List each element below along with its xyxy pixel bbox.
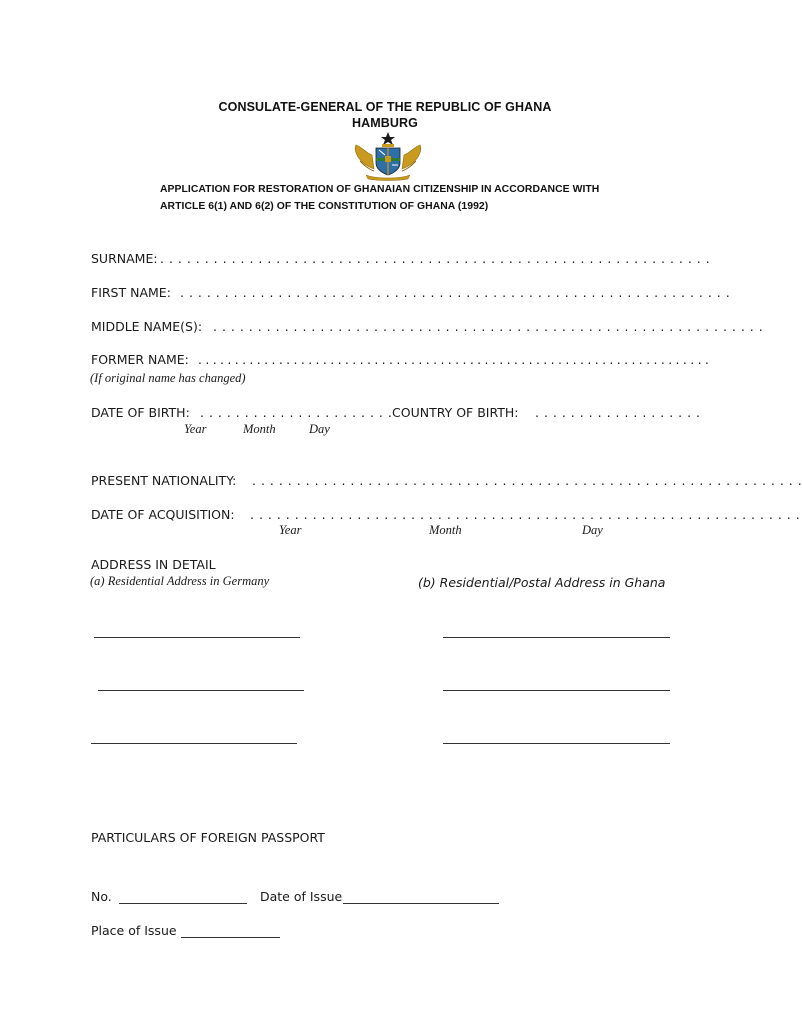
middle-names-field[interactable]: . . . . . . . . . . . . . . . . . . . . . . . . . . . . . . . . . . . . . . . . . . . . . . . . . . . . . . . . . . . . . . [213, 319, 764, 334]
date-of-acquisition-field[interactable]: . . . . . . . . . . . . . . . . . . . . . . . . . . . . . . . . . . . . . . . . . . . . . . . . . . . . . . . . . . . . . . [250, 507, 801, 522]
passport-no-label: No. [91, 889, 112, 904]
germany-address-line-1[interactable] [94, 637, 300, 638]
ghana-address-line-3[interactable] [443, 743, 670, 744]
doa-year-hint: Year [279, 523, 302, 537]
date-of-issue-label: Date of Issue [260, 889, 343, 904]
consulate-city: HAMBURG [352, 116, 418, 130]
first-name-label: FIRST NAME: [91, 285, 171, 300]
first-name-field[interactable]: . . . . . . . . . . . . . . . . . . . . . . . . . . . . . . . . . . . . . . . . . . . . . . . . . . . . . . . . . . . . . . [180, 285, 731, 300]
present-nationality-label: PRESENT NATIONALITY: [91, 473, 237, 488]
germany-address-line-2[interactable] [98, 690, 304, 691]
doa-month-hint: Month [429, 523, 462, 537]
country-of-birth-label: COUNTRY OF BIRTH: [392, 405, 519, 420]
dob-day-hint: Day [309, 422, 330, 436]
consulate-title: CONSULATE-GENERAL OF THE REPUBLIC OF GHANA [218, 100, 552, 114]
date-of-issue-field[interactable] [343, 903, 499, 904]
date-of-birth-field[interactable]: . . . . . . . . . . . . . . . . . . . . . . [200, 405, 393, 420]
place-of-issue-label: Place of Issue [91, 923, 177, 938]
germany-address-line-3[interactable] [91, 743, 297, 744]
address-germany-label: (a) Residential Address in Germany [90, 574, 270, 588]
dob-year-hint: Year [184, 422, 207, 436]
former-name-field[interactable]: . . . . . . . . . . . . . . . . . . . . . . . . . . . . . . . . . . . . . . . . . . . . . . . . . . . . . . . . . . . . . . . . . . . . . . [198, 352, 709, 367]
former-name-label: FORMER NAME: [91, 352, 189, 367]
application-title-line1: APPLICATION FOR RESTORATION OF GHANAIAN CITIZENSHIP IN ACCORDANCE WITH [160, 184, 600, 195]
address-ghana-label: (b) Residential/Postal Address in Ghana [418, 575, 666, 590]
date-of-acquisition-label: DATE OF ACQUISITION: [91, 507, 235, 522]
present-nationality-field[interactable]: . . . . . . . . . . . . . . . . . . . . . . . . . . . . . . . . . . . . . . . . . . . . . . . . . . . . . . . . . . . . . . [252, 473, 802, 488]
passport-no-field[interactable] [119, 903, 247, 904]
dob-month-hint: Month [243, 422, 276, 436]
former-name-note: (If original name has changed) [90, 371, 246, 385]
passport-title: PARTICULARS OF FOREIGN PASSPORT [91, 830, 325, 845]
ghana-address-line-1[interactable] [443, 637, 670, 638]
place-of-issue-field[interactable] [181, 937, 280, 938]
address-title: ADDRESS IN DETAIL [91, 557, 216, 572]
date-of-birth-label: DATE OF BIRTH: [91, 405, 190, 420]
ghana-address-line-2[interactable] [443, 690, 670, 691]
country-of-birth-field[interactable]: . . . . . . . . . . . . . . . . . . . [535, 405, 701, 420]
ghana-coat-of-arms-icon [352, 131, 424, 181]
middle-names-label: MIDDLE NAME(S): [91, 319, 203, 334]
surname-label: SURNAME: [91, 251, 158, 266]
doa-day-hint: Day [582, 523, 603, 537]
application-title-line2: ARTICLE 6(1) AND 6(2) OF THE CONSTITUTION OF GHANA (1992) [160, 201, 489, 212]
surname-field[interactable]: . . . . . . . . . . . . . . . . . . . . . . . . . . . . . . . . . . . . . . . . . . . . . . . . . . . . . . . . . . . . . . [160, 251, 711, 266]
